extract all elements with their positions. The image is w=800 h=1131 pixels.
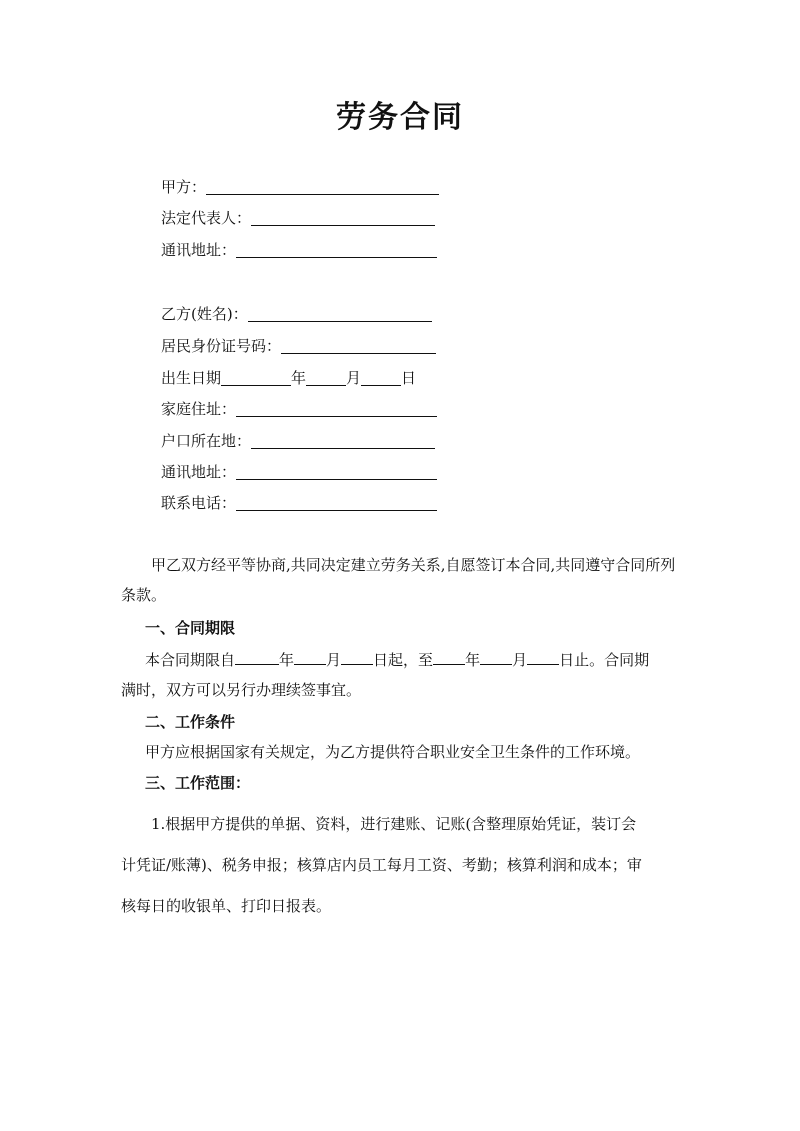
party-b-address-blank[interactable] bbox=[236, 461, 437, 480]
end-month-unit: 月 bbox=[512, 651, 528, 669]
section1-line1 bbox=[145, 648, 705, 672]
party-b-id-field bbox=[161, 333, 436, 357]
start-year-unit: 年 bbox=[279, 651, 295, 669]
party-b-phone-label: 联系电话： bbox=[161, 494, 237, 512]
party-b-birth-field bbox=[161, 365, 416, 389]
section3-line2: 计凭证/账薄)、税务申报；核算店内员工每月工资、考勤；核算利润和成本；审 bbox=[121, 856, 642, 874]
end-day-blank[interactable] bbox=[527, 648, 559, 665]
party-b-id-label: 居民身份证号码： bbox=[161, 337, 282, 355]
party-a-address-blank[interactable] bbox=[236, 239, 437, 258]
party-b-home-field bbox=[161, 396, 437, 420]
intro-paragraph: 甲乙双方经平等协商,共同决定建立劳务关系,自愿签订本合同,共同遵守合同所列条款。 bbox=[121, 556, 676, 604]
party-b-id-blank[interactable] bbox=[281, 335, 436, 354]
party-a-address-label: 通讯地址： bbox=[161, 241, 237, 259]
party-b-home-label: 家庭住址： bbox=[161, 400, 237, 418]
party-b-name-field bbox=[161, 301, 432, 325]
start-day-blank[interactable] bbox=[341, 648, 373, 665]
end-month-blank[interactable] bbox=[480, 648, 512, 665]
party-a-legal-rep-label: 法定代表人： bbox=[161, 209, 252, 227]
birth-day-blank[interactable] bbox=[361, 367, 401, 386]
birth-day-unit: 日 bbox=[401, 369, 417, 387]
section2-text: 甲方应根据国家有关规定，为乙方提供符合职业安全卫生条件的工作环境。 bbox=[145, 743, 641, 761]
party-b-birth-label: 出生日期 bbox=[161, 369, 222, 387]
party-b-address-label: 通讯地址： bbox=[161, 463, 237, 481]
party-b-phone-blank[interactable] bbox=[236, 492, 437, 511]
party-a-name-field bbox=[161, 174, 439, 198]
start-day-unit: 日起，至 bbox=[373, 651, 434, 669]
party-b-home-blank[interactable] bbox=[236, 398, 437, 417]
start-month-blank[interactable] bbox=[294, 648, 326, 665]
section3-line1: 1.根据甲方提供的单据、资料，进行建账、记账(含整理原始凭证，装订会 bbox=[151, 815, 637, 833]
party-b-name-blank[interactable] bbox=[248, 303, 432, 322]
end-year-unit: 年 bbox=[465, 651, 481, 669]
start-month-unit: 月 bbox=[326, 651, 342, 669]
end-day-unit: 日止。合同期 bbox=[559, 651, 650, 669]
section3-line3: 核每日的收银单、打印日报表。 bbox=[121, 897, 332, 915]
term-start-label: 本合同期限自 bbox=[145, 651, 236, 669]
party-a-legal-rep-blank[interactable] bbox=[251, 207, 435, 226]
section1-heading: 一、合同期限 bbox=[145, 619, 236, 637]
party-b-hukou-field bbox=[161, 428, 435, 452]
section2-heading: 二、工作条件 bbox=[145, 713, 236, 731]
party-b-hukou-blank[interactable] bbox=[251, 430, 435, 449]
section1-line2: 满时，双方可以另行办理续签事宜。 bbox=[121, 681, 362, 699]
party-b-name-label: 乙方(姓名)： bbox=[161, 305, 248, 323]
birth-month-unit: 月 bbox=[346, 369, 362, 387]
party-a-legal-rep-field bbox=[161, 205, 435, 229]
party-a-name-label: 甲方： bbox=[161, 178, 207, 196]
party-b-hukou-label: 户口所在地： bbox=[161, 432, 252, 450]
party-b-phone-field bbox=[161, 490, 437, 514]
birth-year-unit: 年 bbox=[291, 369, 307, 387]
party-b-address-field bbox=[161, 459, 437, 483]
party-a-address-field bbox=[161, 237, 437, 261]
party-a-name-blank[interactable] bbox=[206, 176, 439, 195]
start-year-blank[interactable] bbox=[235, 648, 279, 665]
section3-heading: 三、工作范围： bbox=[145, 774, 251, 792]
birth-month-blank[interactable] bbox=[306, 367, 346, 386]
document-title: 劳务合同 bbox=[336, 100, 464, 135]
end-year-blank[interactable] bbox=[433, 648, 465, 665]
birth-year-blank[interactable] bbox=[221, 367, 291, 386]
